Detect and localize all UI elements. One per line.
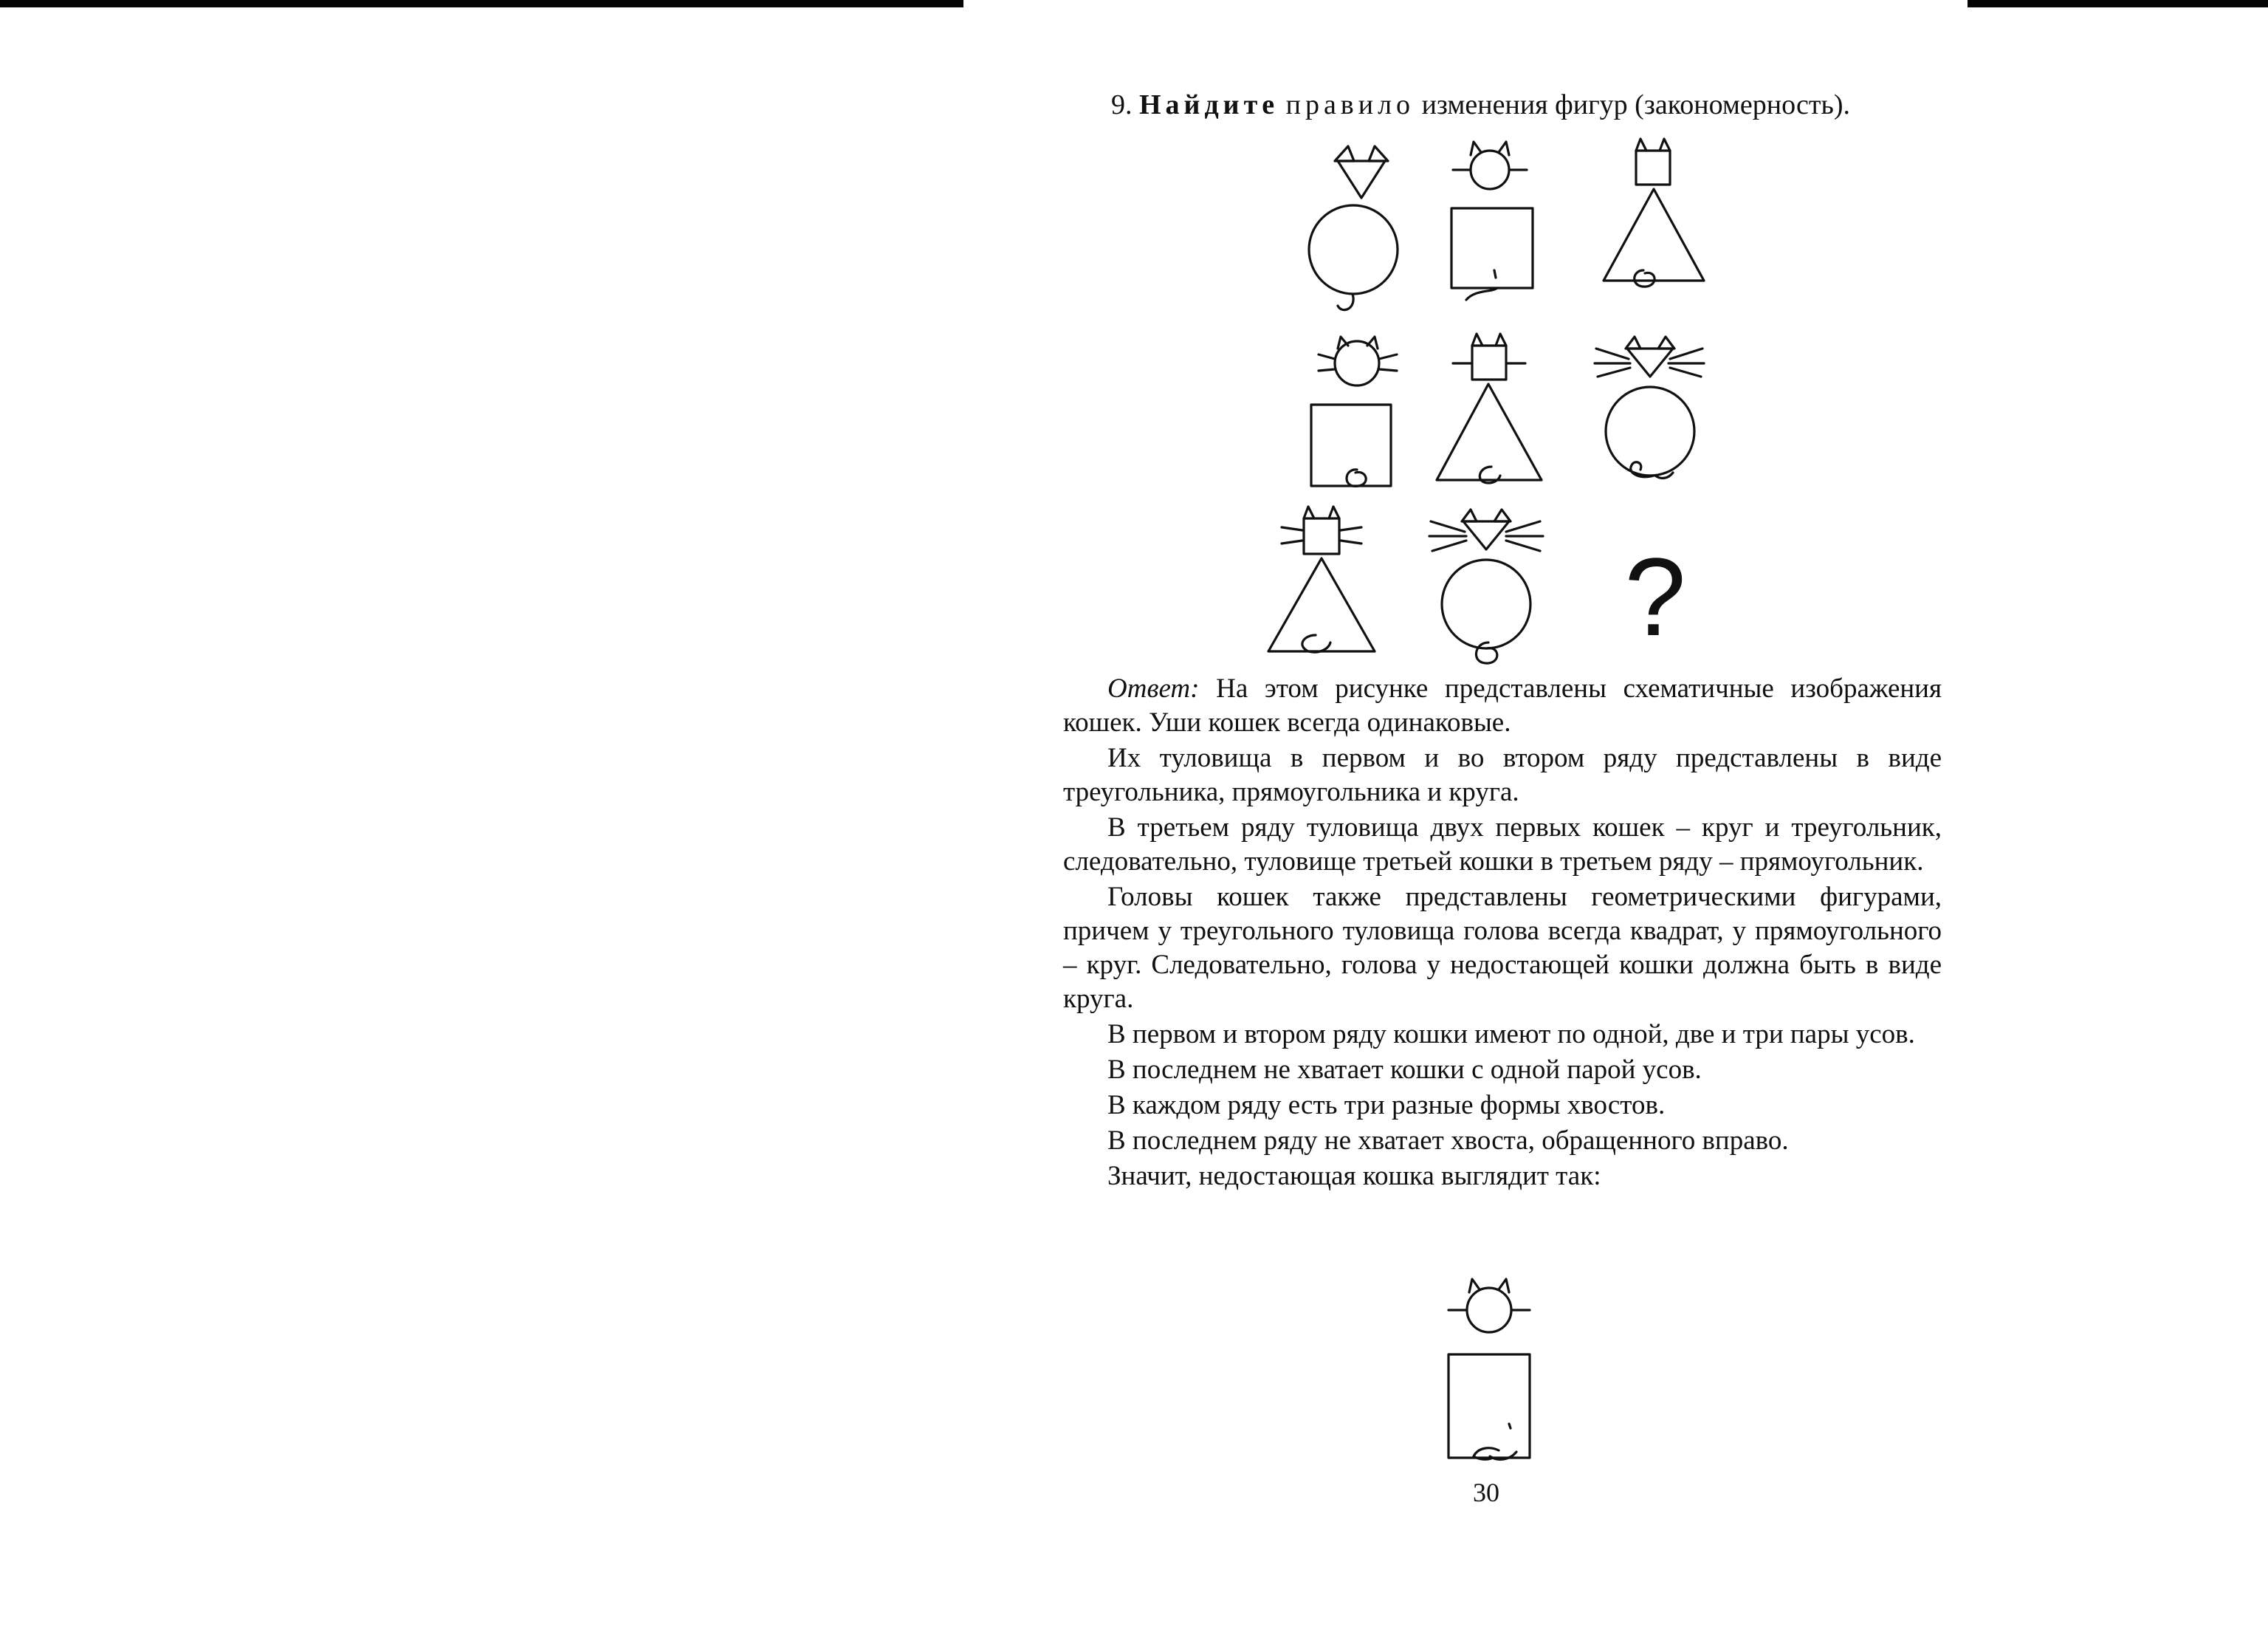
curl-tail	[1476, 642, 1496, 663]
square-body	[1451, 208, 1533, 288]
square-body	[1311, 405, 1391, 486]
tail	[1466, 288, 1497, 300]
circle-body	[1442, 560, 1530, 648]
curl-tail	[1635, 270, 1654, 287]
answer-paragraph-5: В первом и втором ряду кошки имеют по одной, две и три пары усов.	[1107, 1019, 1915, 1049]
cat-ears	[1469, 1279, 1509, 1292]
circle-head	[1471, 151, 1509, 189]
whiskers	[1595, 349, 1704, 377]
triangle-body	[1268, 558, 1375, 651]
cat-ears	[1335, 146, 1388, 161]
body-mark	[1509, 1424, 1511, 1428]
task-number: 9.	[1111, 89, 1133, 120]
cat-ears	[1462, 510, 1511, 521]
cat-ears	[1304, 507, 1339, 518]
answer-paragraph-3: В третьем ряду туловища двух первых кошек – круг и треугольник, следовательно, туловище третьей кошки в третьем ряду – прямоугольник.	[1063, 812, 1942, 877]
cat-ears	[1472, 334, 1506, 346]
square-body	[1449, 1354, 1530, 1458]
square-head	[1304, 518, 1339, 554]
book-page	[1048, 81, 1949, 1529]
triangle-head	[1463, 521, 1509, 549]
cat-ears	[1471, 142, 1509, 155]
tail-mark	[1494, 270, 1496, 278]
scan-edge-bar-left	[0, 0, 963, 7]
task-title-rest: изменения фигур (закономерность).	[1421, 89, 1851, 120]
cat-row2-col3	[1595, 337, 1704, 478]
tail	[1302, 635, 1330, 652]
question-mark-cell	[1624, 535, 1685, 659]
cat-row3-col1	[1268, 507, 1375, 652]
circle-head	[1467, 1288, 1511, 1332]
task-title-word-2: правило	[1285, 89, 1415, 120]
triangle-body	[1437, 384, 1542, 480]
triangle-body	[1604, 189, 1704, 281]
circle-body	[1606, 387, 1694, 476]
triangle-head	[1338, 161, 1385, 198]
answer-paragraph-2: Их туловища в первом и во втором ряду представлены в виде треугольника, прямоугольника и круга.	[1063, 743, 1942, 807]
page-number: 30	[1473, 1478, 1499, 1507]
square-head	[1472, 346, 1506, 380]
answer-paragraph-8: В последнем ряду не хватает хвоста, обращенного вправо.	[1107, 1125, 1789, 1156]
answer-paragraph-6: В последнем не хватает кошки с одной парой усов.	[1107, 1055, 1702, 1085]
question-mark: ?	[1624, 535, 1686, 659]
answer-text	[1063, 672, 1942, 1195]
circle-body	[1309, 205, 1398, 294]
scan-edge-bar-right	[1968, 0, 2268, 7]
whiskers	[1429, 521, 1543, 551]
cat-puzzle-grid	[1048, 126, 1949, 672]
cat-ears	[1626, 337, 1674, 349]
answer-paragraph-1: Ответ: На этом рисунке представлены схематичные изображения кошек. Уши кошек всегда одинаковые.	[1063, 674, 1942, 738]
task-title	[1111, 89, 1850, 121]
cat-row1-col1	[1309, 146, 1398, 310]
circle-head	[1335, 341, 1379, 385]
triangle-head	[1627, 349, 1673, 377]
square-head	[1636, 151, 1670, 185]
whiskers	[1319, 354, 1397, 371]
cat-ears	[1636, 139, 1670, 151]
curl-tail	[1347, 470, 1366, 486]
cat-row3-col2	[1429, 510, 1543, 663]
task-title-word-1: Найдите	[1139, 89, 1279, 120]
answer-paragraph-7: В каждом ряду есть три разные формы хвостов.	[1107, 1090, 1666, 1120]
cat-row2-col1	[1311, 337, 1397, 486]
whiskers	[1282, 527, 1361, 544]
cat-row1-col2	[1451, 142, 1533, 300]
tail	[1338, 294, 1353, 310]
cat-row2-col2	[1437, 334, 1542, 483]
missing-cat-figure	[1395, 1263, 1587, 1484]
answer-lead: Ответ:	[1107, 674, 1200, 704]
answer-paragraph-9: Значит, недостающая кошка выглядит так:	[1107, 1161, 1601, 1191]
cat-row1-col3	[1604, 139, 1704, 287]
answer-paragraph-4: Головы кошек также представлены геометрическими фигурами, причем у треугольного туловища голова всегда квадрат, у прямоугольного – круг. Следовательно, голова у недостающей кошки должна быть в виде круга.	[1063, 882, 1942, 1014]
